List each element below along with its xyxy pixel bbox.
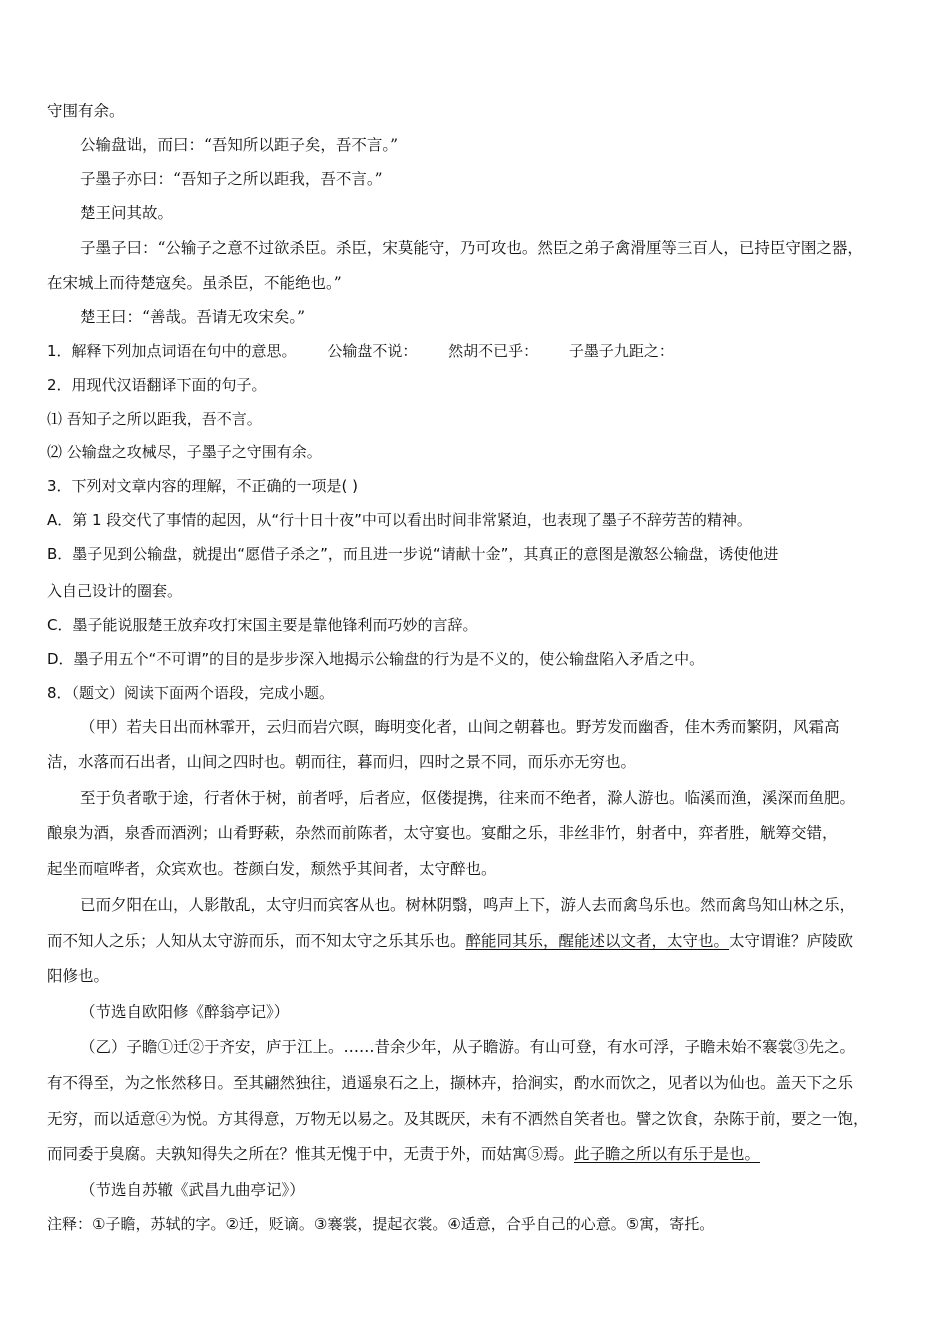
underlined-sentence: 醉能同其乐，醒能述以文者，太守也。 [465, 932, 730, 950]
passage-yi-source: （节选自苏辙《武昌九曲亭记》） [80, 1181, 305, 1199]
annotations: 注释：①子瞻，苏轼的字。②迁，贬谪。③褰裳，提起衣裳。④适意，合乎自己的心意。⑤寓，寄托。 [47, 1215, 715, 1233]
question-3-option-b-cont: 入自己设计的圈套。 [47, 582, 183, 600]
passage-jia-line: 至于负者歌于途，行者休于树，前者呼，后者应，伛偻提携，往来而不绝者，滁人游也。临溪而渔，溪深而鱼肥。 [80, 789, 856, 807]
question-2: 2．用现代汉语翻译下面的句子。 [47, 376, 267, 394]
passage-jia-line: （甲）若夫日出而林霏开，云归而岩穴暝，晦明变化者，山间之朝暮也。野芳发而幽香，佳木秀而繁阴，风霜高 [80, 718, 840, 736]
question-1-label: 1．解释下列加点词语在句中的意思。 [47, 342, 297, 360]
passage-jia-line: 洁，水落而石出者，山间之四时也。朝而往，暮而归，四时之景不同，而乐亦无穷也。 [47, 753, 637, 771]
passage-jia-line: 已而夕阳在山，人影散乱，太守归而宾客从也。树林阴翳，鸣声上下，游人去而禽鸟乐也。然而禽鸟知山林之乐， [80, 896, 856, 914]
passage-yi-line: 无穷，而以适意④为悦。方其得意，万物无以易之。及其既厌，未有不洒然自笑者也。譬之饮食，杂陈于前，要之一饱， [47, 1110, 869, 1128]
passage-text: 而同委于臭腐。夫孰知得失之所在？惟其无愧于中，无责于外，而姑寓⑤焉。 [47, 1145, 575, 1163]
passage-jia-line: 酿泉为酒，泉香而酒洌；山肴野蔌，杂然而前陈者，太守宴也。宴酣之乐，非丝非竹，射者中，弈者胜，觥筹交错， [47, 824, 838, 842]
question-1-item: 公输盘不说： [327, 342, 418, 360]
question-3-option-d: D．墨子用五个“不可谓”的目的是步步深入地揭示公输盘的行为是不义的，使公输盘陷入矛盾之中。 [47, 650, 705, 668]
question-8-title: 8．（题文）阅读下面两个语段，完成小题。 [47, 684, 335, 702]
passage-line: 楚王问其故。 [80, 204, 174, 222]
passage-yi-line [47, 1143, 917, 1165]
question-3-option-b: B．墨子见到公输盘，就提出“愿借子杀之”，而且进一步说“请献十金”，其真正的意图是激怒公输盘，诱使他进 [47, 545, 779, 563]
question-1-item: 子墨子九距之： [568, 342, 674, 360]
question-3: 3．下列对文章内容的理解，不正确的一项是( ) [47, 477, 359, 495]
underlined-sentence: 此子瞻之所以有乐于是也。 [574, 1145, 761, 1163]
passage-line: 楚王曰：“善哉。吾请无攻宋矣。” [80, 308, 306, 326]
question-3-option-a: A．第 1 段交代了事情的起因，从“行十日十夜”中可以看出时间非常紧迫，也表现了墨子不辞劳苦的精神。 [47, 511, 752, 529]
passage-line: 公输盘诎，而曰：“吾知所以距子矣，吾不言。” [80, 136, 399, 154]
question-2-sentence: ⑴ 吾知子之所以距我，吾不言。 [47, 410, 262, 428]
passage-line: 子墨子亦曰：“吾知子之所以距我，吾不言。” [80, 170, 383, 188]
passage-line: 守围有余。 [47, 102, 125, 120]
question-3-option-c: C．墨子能说服楚王放弃攻打宋国主要是靠他锋利而巧妙的言辞。 [47, 616, 478, 634]
passage-jia-line [47, 930, 917, 952]
passage-text: 太守谓谁？庐陵欧 [729, 932, 854, 950]
passage-line: 在宋城上而待楚寇矣。虽杀臣，不能绝也。” [47, 274, 342, 292]
passage-text: 而不知人之乐；人知从太守游而乐，而不知太守之乐其乐也。 [47, 932, 466, 950]
passage-jia-line: 阳修也。 [47, 967, 110, 985]
question-1-item: 然胡不已乎： [448, 342, 539, 360]
passage-line: 子墨子曰：“公输子之意不过欲杀臣。杀臣，宋莫能守，乃可攻也。然臣之弟子禽滑厘等三百人，已持臣守圉之器， [80, 239, 863, 257]
passage-yi-line: （乙）子瞻①迁②于齐安，庐于江上。……昔余少年，从子瞻游。有山可登，有水可浮，子瞻未始不褰裳③先之。 [80, 1038, 856, 1056]
passage-jia-source: （节选自欧阳修《醉翁亭记》） [80, 1003, 290, 1021]
question-2-sentence: ⑵ 公输盘之攻械尽，子墨子之守围有余。 [47, 443, 322, 461]
passage-yi-line: 有不得至，为之怅然移日。至其翩然独往，逍遥泉石之上，撷林卉，拾涧实，酌水而饮之，见者以为仙也。盖天下之乐 [47, 1074, 854, 1092]
question-1 [47, 340, 917, 362]
passage-jia-line: 起坐而喧哗者，众宾欢也。苍颜白发，颓然乎其间者，太守醉也。 [47, 860, 497, 878]
